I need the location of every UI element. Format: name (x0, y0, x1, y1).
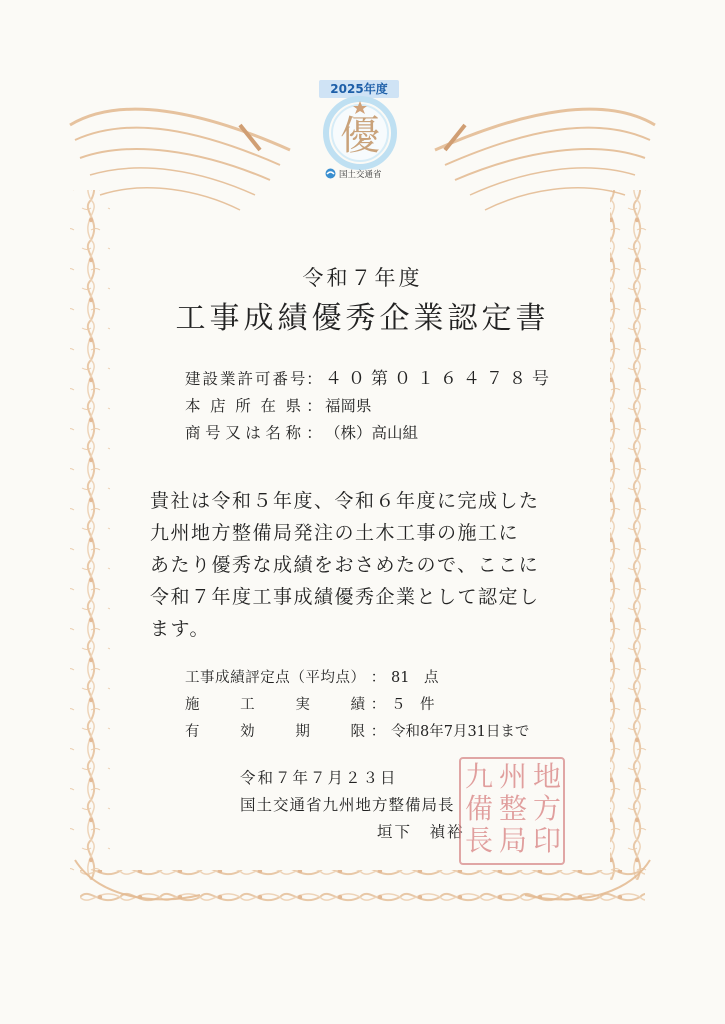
detail-row-works (185, 692, 529, 719)
seal-glyph: 州 (498, 760, 527, 793)
detail-separator: ： (370, 697, 386, 713)
info-row-license (185, 366, 555, 393)
award-emblem (305, 75, 410, 185)
seal-glyph: 備 (464, 792, 493, 825)
body-line: 令和７年度工事成績優秀企業として認定し (150, 586, 540, 608)
certificate-title: 工事成績優秀企業認定書 (175, 301, 550, 336)
body-line: 九州地方整備局発注の土木工事の施工に (150, 522, 520, 544)
certificate-year: 令和７年度 (302, 266, 423, 290)
emblem-org-name: 国土交通省 (339, 170, 382, 180)
detail-label: 施工実績 (185, 697, 365, 713)
seal-glyph: 印 (532, 824, 561, 857)
emblem-year-label: 2025年度 (319, 80, 399, 98)
issue-date: 令和７年７月２３日 (240, 769, 398, 787)
body-line: ます。 (150, 618, 210, 640)
certificate-body (150, 485, 580, 645)
detail-row-validity (185, 719, 529, 746)
seal-glyph: 九 (464, 760, 493, 793)
achievement-details (185, 665, 529, 746)
detail-row-score (185, 665, 529, 692)
seal-glyph: 整 (498, 792, 527, 825)
mlit-logo-icon (325, 168, 336, 179)
issuer-title: 国土交通省九州地方整備局長 (240, 796, 455, 814)
info-separator: ： (306, 370, 322, 388)
detail-separator: ： (370, 670, 386, 686)
license-number: ４０第０１６４７８号 (325, 369, 555, 389)
detail-label: 工事成績評定点（平均点） (185, 670, 365, 686)
official-seal-stamp (459, 757, 565, 865)
score-value: 81 点 (391, 670, 439, 686)
info-separator: ： (306, 397, 322, 415)
emblem-character: 優 (340, 113, 380, 159)
info-label: 建設業許可番号 (185, 370, 308, 388)
seal-glyph: 地 (532, 760, 561, 793)
works-count: ５ 件 (391, 697, 435, 713)
prefecture-value: 福岡県 (325, 397, 372, 415)
company-info (185, 366, 555, 447)
seal-glyph: 長 (464, 824, 493, 857)
body-line: 貴社は令和５年度、令和６年度に完成した (150, 490, 540, 512)
detail-label: 有効期限 (185, 724, 365, 740)
info-label: 本店所在県 (185, 397, 303, 415)
detail-separator: ： (370, 724, 386, 740)
info-row-company-name (185, 420, 555, 447)
info-label: 商号又は名称 (185, 424, 303, 442)
validity-period: 令和8年7月31日まで (391, 724, 530, 740)
info-row-prefecture (185, 393, 555, 420)
seal-glyph: 方 (532, 792, 561, 825)
signer-name: 垣下 禎裕 (377, 823, 465, 841)
info-separator: ： (306, 424, 322, 442)
body-line: あたり優秀な成績をおさめたので、ここに (150, 554, 540, 576)
seal-glyph: 局 (498, 824, 527, 857)
company-name: （株）高山組 (325, 424, 419, 442)
